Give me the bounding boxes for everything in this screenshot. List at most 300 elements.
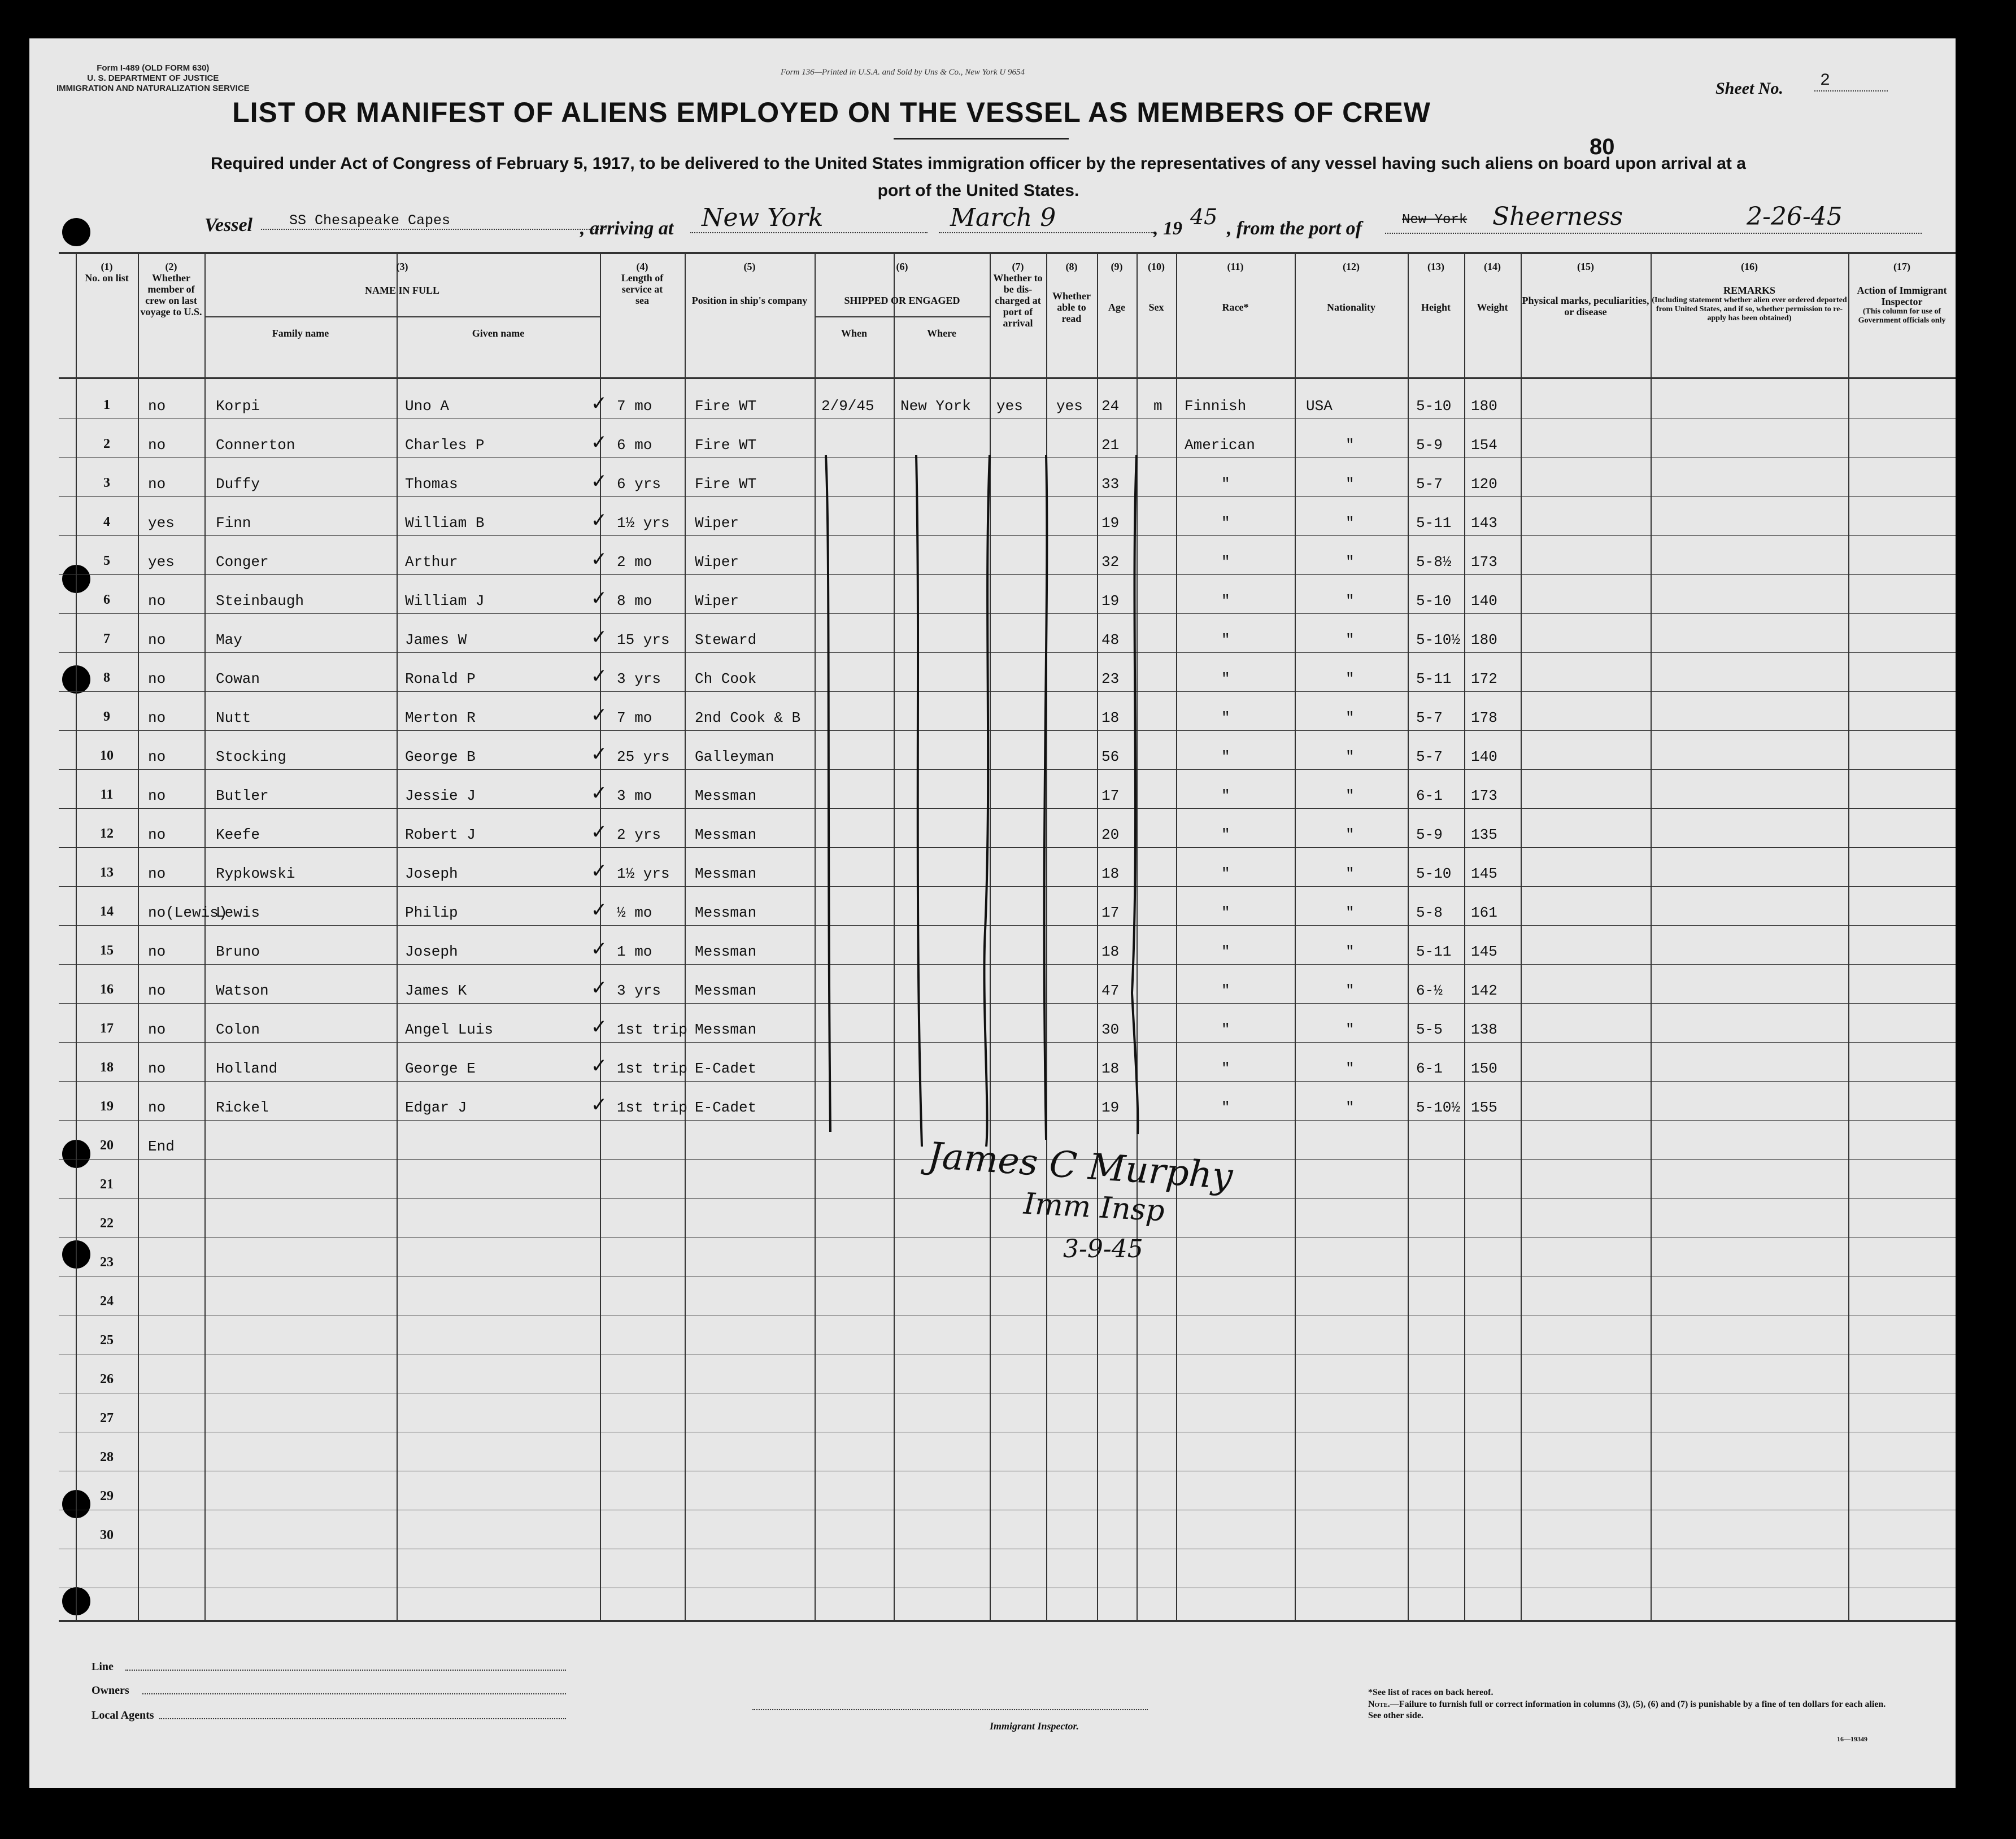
cell-height: 5-11 [1416, 943, 1452, 960]
col-1-header: (1) No. on list [85, 261, 129, 284]
cell-service-text: 1 mo [617, 943, 652, 960]
row-number: 26 [100, 1372, 114, 1387]
cell-weight: 140 [1471, 592, 1497, 609]
cell-height: 5-7 [1416, 476, 1443, 493]
check-mark-icon: ✓ [592, 743, 606, 768]
cell-service-text: 1½ yrs [617, 515, 670, 531]
col-4-header: (4) Length of service at sea [621, 261, 664, 306]
cell-race: " [1221, 476, 1230, 493]
cell-where: New York [900, 398, 971, 415]
cell-race: " [1221, 943, 1230, 960]
check-mark-icon: ✓ [592, 1093, 606, 1119]
cell-given: George E [405, 1060, 476, 1077]
cell-weight: 140 [1471, 748, 1497, 765]
cell-family: Rickel [216, 1099, 269, 1116]
footer-agents-label: Local Agents [92, 1709, 154, 1722]
cell-height: 5-10½ [1416, 1099, 1461, 1116]
manifest-sheet [29, 38, 1956, 1788]
cell-race: " [1221, 592, 1230, 609]
check-mark-icon: ✓ [592, 899, 606, 924]
row-number: 13 [100, 865, 114, 880]
row-number: 27 [100, 1411, 114, 1426]
cell-given: Ronald P [405, 670, 476, 687]
cell-nationality: " [1346, 670, 1355, 687]
row-number: 28 [100, 1450, 114, 1465]
footer-line-label: Line [92, 1661, 114, 1673]
col-10-header: (10) Sex [1148, 261, 1165, 313]
check-mark-icon: ✓ [592, 587, 606, 612]
cell-age: 19 [1101, 592, 1120, 609]
cell-weight: 142 [1471, 982, 1497, 999]
row-number: 9 [103, 709, 110, 724]
cell-race: " [1221, 826, 1230, 843]
row-number: 21 [100, 1177, 114, 1192]
col-11-header: (11) Race* [1222, 261, 1249, 313]
cell-service-text: 3 mo [617, 787, 652, 804]
row-number: 24 [100, 1294, 114, 1309]
cell-service-text: 1st trip [617, 1021, 687, 1038]
cell-race: " [1221, 787, 1230, 804]
cell-height: 5-8 [1416, 904, 1443, 921]
cell-position: 2nd Cook & B [695, 709, 801, 726]
form-id-line: IMMIGRATION AND NATURALIZATION SERVICE [56, 84, 250, 93]
cell-family: Colon [216, 1021, 260, 1038]
cell-height: 5-9 [1416, 826, 1443, 843]
cell-last-voyage: no [148, 826, 166, 843]
check-mark-icon: ✓ [592, 821, 606, 846]
cell-nationality: USA [1306, 398, 1333, 415]
cell-family: Watson [216, 982, 269, 999]
form-id-line: U. S. DEPARTMENT OF JUSTICE [87, 73, 219, 83]
row-number: 16 [100, 982, 114, 997]
cell-last-voyage: no [148, 709, 166, 726]
check-mark-icon: ✓ [592, 860, 606, 885]
row-number: 1 [103, 398, 110, 412]
row-number: 12 [100, 826, 114, 841]
cell-height: 5-5 [1416, 1021, 1443, 1038]
footer-inspector-label: Immigrant Inspector. [990, 1720, 1079, 1732]
check-mark-icon: ✓ [592, 509, 606, 534]
cell-position: Ch Cook [695, 670, 757, 687]
cell-family: May [216, 631, 242, 648]
cell-height: 5-11 [1416, 515, 1452, 531]
cell-service-text: 8 mo [617, 592, 652, 609]
cell-weight: 150 [1471, 1060, 1497, 1077]
cell-race: " [1221, 1021, 1230, 1038]
ditto-line-discharged [984, 455, 990, 1147]
cell-age: 21 [1101, 437, 1120, 454]
cell-weight: 180 [1471, 631, 1497, 648]
cell-given: James K [405, 982, 467, 999]
cell-position: Fire WT [695, 476, 757, 493]
cell-race: " [1221, 1060, 1230, 1077]
cell-family: Bruno [216, 943, 260, 960]
cell-family: Duffy [216, 476, 260, 493]
col-14-header: (14) Weight [1477, 261, 1508, 313]
cell-discharged: yes [996, 398, 1023, 415]
cell-given: Joseph [405, 943, 458, 960]
cell-age: 32 [1101, 554, 1120, 570]
inspector-signature: James C Murphy [926, 1135, 1234, 1198]
printer-line: Form 136—Printed in U.S.A. and Sold by Uns & Co., New York U 9654 [781, 68, 1025, 77]
form-id-line: Form I-489 (OLD FORM 630) [97, 63, 210, 73]
col-2-header: (2) Whether member of crew on last voyage to U.S. [140, 261, 202, 317]
ink-marks [29, 38, 1956, 1788]
cell-height: 6-1 [1416, 1060, 1443, 1077]
arriving-port: New York [690, 203, 928, 233]
cell-last-voyage: no(Lewis) [148, 904, 228, 921]
cell-family: Connerton [216, 437, 295, 454]
cell-last-voyage: no [148, 398, 166, 415]
cell-age: 18 [1101, 709, 1120, 726]
cell-race: " [1221, 904, 1230, 921]
cell-given: Charles P [405, 437, 485, 454]
row-number: 6 [103, 592, 110, 607]
inspector-title: Imm Insp [1022, 1187, 1166, 1228]
check-mark-icon: ✓ [592, 704, 606, 729]
cell-age: 24 [1101, 398, 1120, 415]
cell-nationality: " [1346, 865, 1355, 882]
cell-given: William B [405, 515, 485, 531]
row-number: 4 [103, 515, 110, 529]
cell-race: Finnish [1185, 398, 1247, 415]
cell-age: 47 [1101, 982, 1120, 999]
row-number: 17 [100, 1021, 114, 1036]
col-6-where-header: Where [927, 328, 956, 339]
col-6-when-header: When [841, 328, 867, 339]
col-3-given-header: Given name [472, 328, 525, 339]
cell-given: Robert J [405, 826, 476, 843]
cell-last-voyage: no [148, 437, 166, 454]
check-mark-icon: ✓ [592, 548, 606, 573]
footer-penalty-note [1368, 1699, 1888, 1722]
cell-read: yes [1056, 398, 1083, 415]
check-mark-icon: ✓ [592, 626, 606, 651]
row-number: 11 [100, 787, 114, 802]
ditto-line-when [826, 455, 830, 1132]
cell-age: 18 [1101, 865, 1120, 882]
cell-weight: 172 [1471, 670, 1497, 687]
vessel-label: Vessel [204, 215, 252, 236]
cell-height: 6-1 [1416, 787, 1443, 804]
cell-height: 5-10 [1416, 592, 1452, 609]
cell-position: Wiper [695, 515, 739, 531]
footer-races-note: *See list of races on back hereof. [1368, 1688, 1494, 1697]
cell-weight: 161 [1471, 904, 1497, 921]
cell-service-text: 1st trip [617, 1099, 687, 1116]
col-17-header: (17) Action of Immigrant Inspector (This column for use of Government officials only [1857, 261, 1947, 325]
check-mark-icon: ✓ [592, 392, 606, 417]
col-6-header: (6) SHIPPED OR ENGAGED [844, 261, 960, 306]
col-8-header: (8) Whether able to read [1052, 261, 1091, 324]
row-number: 22 [100, 1216, 114, 1231]
cell-height: 5-7 [1416, 748, 1443, 765]
cell-age: 17 [1101, 787, 1120, 804]
cell-family: Lewis [216, 904, 260, 921]
cell-family: Rypkowski [216, 865, 295, 882]
cell-nationality: " [1346, 592, 1355, 609]
cell-given: Angel Luis [405, 1021, 494, 1038]
row-number: 14 [100, 904, 114, 919]
row-number: 23 [100, 1255, 114, 1270]
cell-weight: 145 [1471, 865, 1497, 882]
cell-service-text: 6 yrs [617, 476, 661, 493]
cell-given: Edgar J [405, 1099, 467, 1116]
cell-age: 17 [1101, 904, 1120, 921]
ditto-line-sex [1132, 455, 1138, 1134]
check-mark-icon: ✓ [592, 1016, 606, 1041]
cell-nationality: " [1346, 709, 1355, 726]
cell-race: " [1221, 1099, 1230, 1116]
sheet-no-label: Sheet No. [1715, 79, 1783, 98]
col-15-header: (15) Physical marks, peculiarities, or disease [1522, 261, 1649, 317]
cell-position: E-Cadet [695, 1060, 757, 1077]
cell-race: " [1221, 670, 1230, 687]
col-7-header: (7) Whether to be dis-charged at port of arrival [993, 261, 1043, 329]
footer-owners-field [142, 1693, 566, 1694]
footer-owners-label: Owners [92, 1684, 129, 1697]
cell-nationality: " [1346, 904, 1355, 921]
cell-race: American [1185, 437, 1255, 454]
cell-nationality: " [1346, 1021, 1355, 1038]
cell-age: 56 [1101, 748, 1120, 765]
cell-weight: 173 [1471, 554, 1497, 570]
cell-position: Messman [695, 904, 757, 921]
cell-age: 18 [1101, 1060, 1120, 1077]
cell-family: Holland [216, 1060, 278, 1077]
from-port-label: , from the port of [1227, 218, 1362, 239]
cell-age: 20 [1101, 826, 1120, 843]
cell-given: George B [405, 748, 476, 765]
row-number: 5 [103, 554, 110, 568]
row-number: 29 [100, 1489, 114, 1504]
cell-service-text: 7 mo [617, 709, 652, 726]
page-title: LIST OR MANIFEST OF ALIENS EMPLOYED ON THE VESSEL AS MEMBERS OF CREW [232, 97, 1431, 128]
cell-family: Finn [216, 515, 251, 531]
cell-nationality: " [1346, 1099, 1355, 1116]
col-12-header: (12) Nationality [1326, 261, 1375, 313]
cell-position: Messman [695, 982, 757, 999]
vessel-name: SS Chesapeake Capes [261, 212, 606, 230]
cell-given: William J [405, 592, 485, 609]
cell-position: Wiper [695, 592, 739, 609]
from-port-struck: New York [1402, 212, 1468, 228]
footer-agents-field [159, 1718, 566, 1719]
cell-nationality: " [1346, 554, 1355, 570]
cell-nationality: " [1346, 437, 1355, 454]
cell-weight: 143 [1471, 515, 1497, 531]
cell-age: 30 [1101, 1021, 1120, 1038]
cell-given: Jessie J [405, 787, 476, 804]
cell-race: " [1221, 865, 1230, 882]
cell-given: Philip [405, 904, 458, 921]
year-value: 45 [1190, 204, 1218, 229]
check-mark-icon: ✓ [592, 665, 606, 690]
check-mark-icon: ✓ [592, 782, 606, 807]
cell-last-voyage: no [148, 748, 166, 765]
cell-when: 2/9/45 [821, 398, 874, 415]
sheet-no-value: 2 [1814, 71, 1888, 91]
cell-weight: 145 [1471, 943, 1497, 960]
row-number: 8 [103, 670, 110, 685]
cell-position: Fire WT [695, 398, 757, 415]
cell-service-text: 3 yrs [617, 670, 661, 687]
cell-nationality: " [1346, 787, 1355, 804]
cell-position: Messman [695, 943, 757, 960]
cell-height: 5-9 [1416, 437, 1443, 454]
row-number: 25 [100, 1333, 114, 1348]
check-mark-icon: ✓ [592, 1054, 606, 1080]
cell-last-voyage: no [148, 1099, 166, 1116]
cell-age: 18 [1101, 943, 1120, 960]
signature-date: 3-9-45 [1063, 1235, 1143, 1263]
row-number: 10 [100, 748, 114, 763]
row-number: 20 [100, 1138, 114, 1153]
col-3-header: (3) NAME IN FULL [364, 261, 439, 296]
cell-sex: m [1153, 398, 1162, 415]
check-mark-icon: ✓ [592, 977, 606, 1002]
cell-race: " [1221, 709, 1230, 726]
cell-position: Messman [695, 826, 757, 843]
cell-nationality: " [1346, 1060, 1355, 1077]
cell-family: Cowan [216, 670, 260, 687]
cell-nationality: " [1346, 748, 1355, 765]
cell-weight: 154 [1471, 437, 1497, 454]
cell-service-text: 1st trip [617, 1060, 687, 1077]
cell-height: 5-8½ [1416, 554, 1452, 570]
cell-nationality: " [1346, 943, 1355, 960]
cell-given: Uno A [405, 398, 450, 415]
cell-height: 5-10 [1416, 865, 1452, 882]
cell-nationality: " [1346, 631, 1355, 648]
cell-position: Galleyman [695, 748, 774, 765]
col-5-header: (5) Position in ship's company [691, 261, 808, 306]
cell-nationality: " [1346, 826, 1355, 843]
col-16-header: (16) REMARKS (Including statement whether alien ever ordered deported from United States, and if so, whether permission to re-apply has been obtained) [1652, 261, 1847, 323]
arriving-label: , arriving at [580, 218, 674, 239]
cell-race: " [1221, 554, 1230, 570]
ditto-line-where [916, 455, 922, 1147]
cell-nationality: " [1346, 476, 1355, 493]
cell-service-text: 7 mo [617, 398, 652, 415]
cell-age: 48 [1101, 631, 1120, 648]
cell-family: Stocking [216, 748, 286, 765]
footer-line-field [125, 1670, 566, 1671]
cell-family: Keefe [216, 826, 260, 843]
cell-height: 5-10½ [1416, 631, 1461, 648]
row-number: 3 [103, 476, 110, 490]
cell-last-voyage: no [148, 943, 166, 960]
cell-age: 33 [1101, 476, 1120, 493]
cell-nationality: " [1346, 982, 1355, 999]
cell-service-text: 25 yrs [617, 748, 670, 765]
cell-family: Steinbaugh [216, 592, 304, 609]
cell-service-text: 15 yrs [617, 631, 670, 648]
cell-service-text: 2 yrs [617, 826, 661, 843]
cell-height: 6-½ [1416, 982, 1443, 999]
cell-last-voyage: no [148, 670, 166, 687]
cell-service-text: 1½ yrs [617, 865, 670, 882]
cell-position: E-Cadet [695, 1099, 757, 1116]
cell-service-text: 6 mo [617, 437, 652, 454]
subtitle-line-1: Required under Act of Congress of February 5, 1917, to be delivered to the United States immigration officer by the representatives of any vessel having such aliens on board upon arrival at a [211, 154, 1746, 173]
check-mark-icon: ✓ [592, 431, 606, 456]
cell-nationality: " [1346, 515, 1355, 531]
cell-position: Messman [695, 1021, 757, 1038]
cell-height: 5-7 [1416, 709, 1443, 726]
cell-position: Fire WT [695, 437, 757, 454]
cell-weight: 178 [1471, 709, 1497, 726]
cell-position: Messman [695, 787, 757, 804]
cell-position: Wiper [695, 554, 739, 570]
cell-height: 5-10 [1416, 398, 1452, 415]
cell-age: 19 [1101, 515, 1120, 531]
cell-height: 5-11 [1416, 670, 1452, 687]
cell-service-text: 3 yrs [617, 982, 661, 999]
cell-age: 19 [1101, 1099, 1120, 1116]
col-9-header: (9) Age [1108, 261, 1125, 313]
cell-family: Butler [216, 787, 269, 804]
cell-weight: 180 [1471, 398, 1497, 415]
cell-position: Steward [695, 631, 757, 648]
cell-last-voyage: End [148, 1138, 175, 1155]
subtitle-line-2: port of the United States. [877, 181, 1079, 200]
cell-weight: 120 [1471, 476, 1497, 493]
cell-weight: 135 [1471, 826, 1497, 843]
cell-weight: 155 [1471, 1099, 1497, 1116]
footer-note-text: —Failure to furnish full or correct information in columns (3), (5), (6) and (7) is punishable by a fine of ten dollars for each alien. See other side. [1368, 1699, 1886, 1720]
cell-family: Korpi [216, 398, 260, 415]
cell-family: Conger [216, 554, 269, 570]
col-3-family-header: Family name [272, 328, 329, 339]
cell-last-voyage: yes [148, 554, 175, 570]
check-mark-icon: ✓ [592, 470, 606, 495]
cell-weight: 173 [1471, 787, 1497, 804]
cell-race: " [1221, 982, 1230, 999]
footer-print-code: 16—19349 [1837, 1735, 1867, 1743]
cell-service-text: ½ mo [617, 904, 652, 921]
cell-race: " [1221, 515, 1230, 531]
cell-weight: 138 [1471, 1021, 1497, 1038]
cell-given: Arthur [405, 554, 458, 570]
year-label: , 19 [1153, 218, 1182, 239]
cell-last-voyage: no [148, 1060, 166, 1077]
cell-given: James W [405, 631, 467, 648]
cell-last-voyage: no [148, 592, 166, 609]
cell-last-voyage: yes [148, 515, 175, 531]
col-13-header: (13) Height [1421, 261, 1451, 313]
from-port-date: 2-26-45 [1747, 202, 1843, 231]
cell-position: Messman [695, 865, 757, 882]
cell-last-voyage: no [148, 865, 166, 882]
footer-note-label: Note. [1368, 1699, 1390, 1709]
ditto-line-read [1044, 455, 1047, 1140]
cell-last-voyage: no [148, 787, 166, 804]
sheet-count: 80 [1590, 134, 1615, 159]
row-number: 7 [103, 631, 110, 646]
cell-family: Nutt [216, 709, 251, 726]
arrival-date: March 9 [939, 203, 1153, 233]
row-number: 15 [100, 943, 114, 958]
row-number: 18 [100, 1060, 114, 1075]
cell-last-voyage: no [148, 1021, 166, 1038]
check-mark-icon: ✓ [592, 938, 606, 963]
cell-given: Joseph [405, 865, 458, 882]
cell-service-text: 2 mo [617, 554, 652, 570]
cell-last-voyage: no [148, 631, 166, 648]
cell-race: " [1221, 748, 1230, 765]
cell-last-voyage: no [148, 982, 166, 999]
